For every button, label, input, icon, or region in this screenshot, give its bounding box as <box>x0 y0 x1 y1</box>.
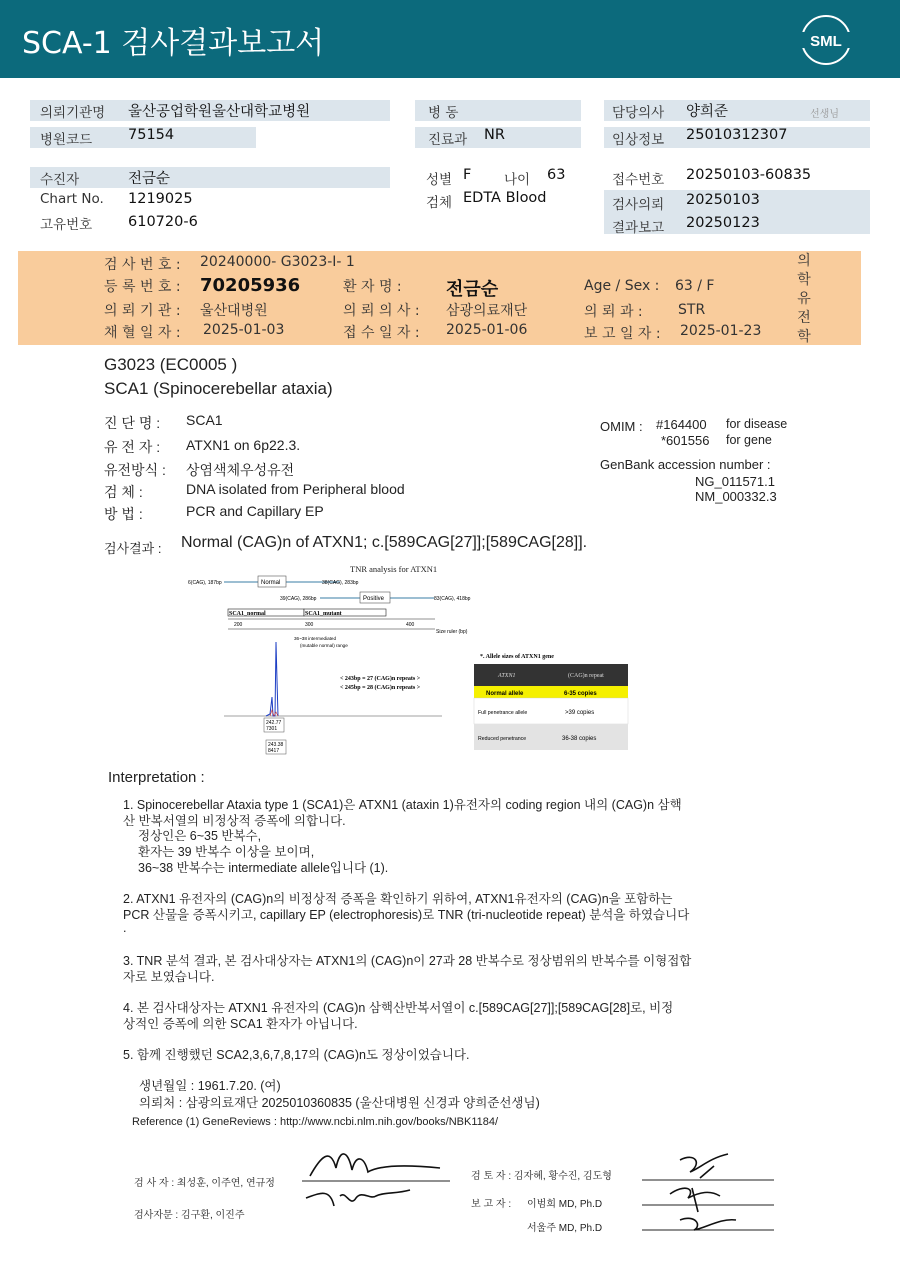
rep-label: 보 고 일 자 : <box>584 326 661 342</box>
row-normal-value: 6-35 copies <box>564 691 597 697</box>
age-value: 63 <box>547 167 566 183</box>
omim2-note: for gene <box>726 433 772 447</box>
tester-signature <box>300 1138 460 1228</box>
size-ruler-label: Size ruler (bp) <box>436 629 468 635</box>
client-line: 의뢰처 : 삼광의료재단 2025010360835 (울산대병원 신경과 양희준선생님) <box>139 1096 540 1110</box>
band-side-text: 의 학 유 전 학 <box>797 253 811 345</box>
genbank1: NG_011571.1 <box>695 474 775 489</box>
sex-value: F <box>463 167 472 183</box>
interp-line-7: PCR 산물을 증폭시키고, capillary EP (electrophoresis)로 TNR (tri-nucleotide repeat) 분석을 하였습니다 <box>123 908 690 922</box>
clinical-value: 25010312307 <box>686 127 788 143</box>
result-label: 검사결과 : <box>104 541 162 556</box>
omim2: *601556 <box>661 433 710 448</box>
table-title: *. Allele sizes of ATXN1 gene <box>480 654 554 660</box>
electropherogram-peaks <box>266 642 278 716</box>
receipt-value: 20250103-60835 <box>686 167 812 183</box>
report-value: 20250123 <box>686 215 760 231</box>
interp-line-3: 정상인은 6~35 반복수, <box>138 829 262 843</box>
dob-line: 생년월일 : 1961.7.20. (여) <box>139 1079 281 1093</box>
interp-line-2: 산 반복서열의 비정상적 증폭에 의합니다. <box>123 814 346 828</box>
page-title: SCA-1 검사결과보고서 <box>22 26 325 61</box>
test-no-value: 20240000- G3023-I- 1 <box>200 254 355 270</box>
reporter-label: 보 고 자 : <box>471 1199 512 1210</box>
genbank2: NM_000332.3 <box>695 489 777 504</box>
interp-line-10: 자로 보였습니다. <box>123 970 215 984</box>
left2-label: 39(CAG), 286bp <box>280 596 317 602</box>
row-reduced-label: Reduced penetrance <box>478 736 527 742</box>
inherit-value: 상염색체우성유전 <box>186 462 295 478</box>
normal-label: Normal <box>261 580 281 586</box>
repeat-label-1: < 243bp = 27 (CAG)n repeats > <box>340 676 421 682</box>
recv-value: 2025-01-06 <box>446 322 528 338</box>
table-head-repeat: (CAG)n repeat <box>568 673 604 679</box>
method-label: 방 법 : <box>104 506 143 522</box>
clinical-label: 임상정보 <box>612 132 665 148</box>
dept-value: NR <box>484 127 505 143</box>
omim-label: OMIM : <box>600 419 643 434</box>
uid-value: 610720-6 <box>128 214 198 230</box>
tnr-figure <box>180 562 640 762</box>
reqdoc-label: 의 뢰 의 사 : <box>343 303 420 319</box>
code-label: 병원코드 <box>40 132 93 148</box>
reporter-2: 서울주 MD, Ph.D <box>527 1223 603 1234</box>
peak1-height: 7301 <box>266 726 278 732</box>
reqdoc-value: 삼광의료재단 <box>446 303 528 319</box>
interp-line-9: 3. TNR 분석 결과, 본 검사대상자는 ATXN1의 (CAG)n이 27과 28 반복수로 정상범위의 반복수를 이형접합 <box>123 954 692 968</box>
age-label: 나이 <box>504 172 531 188</box>
test-code: G3023 (EC0005 ) <box>104 355 238 374</box>
right2-label: 83(CAG), 418bp <box>434 596 471 602</box>
receipt-label: 접수번호 <box>612 172 665 188</box>
genbank-label: GenBank accession number : <box>600 457 771 472</box>
doctor-label: 담당의사 <box>612 105 665 121</box>
row-full-label: Full penetrance allele <box>478 710 528 716</box>
recv-label: 접 수 일 자 : <box>343 325 420 341</box>
diag-value: SCA1 <box>186 412 223 428</box>
uid-label: 고유번호 <box>40 217 93 233</box>
pname-value: 전금순 <box>446 279 499 300</box>
positive-label: Positive <box>363 596 385 602</box>
reqdept-value: STR <box>678 302 706 318</box>
inherit-label: 유전방식 : <box>104 462 166 478</box>
advisors-line: 검사자문 : 김구환, 이진주 <box>134 1210 245 1221</box>
gene-label: 유 전 자 : <box>104 439 161 455</box>
testers-line: 검 사 자 : 최성훈, 이주연, 연규정 <box>134 1178 275 1189</box>
reg-label: 등 록 번 호 : <box>104 279 181 295</box>
sml-logo <box>800 14 852 66</box>
gene-value: ATXN1 on 6p22.3. <box>186 437 301 453</box>
tick-300: 300 <box>305 622 314 628</box>
sex-label: 성별 <box>426 172 453 188</box>
intermediate-label-1: 36~38 intermediated <box>294 636 337 641</box>
request-label: 검사의뢰 <box>612 197 665 213</box>
omim1-note: for disease <box>726 417 788 431</box>
agesex-value: 63 / F <box>675 278 715 294</box>
patient-label: 수진자 <box>40 172 80 188</box>
logo-text: SML <box>810 33 842 50</box>
report-label: 결과보고 <box>612 220 665 236</box>
hospital-value: 울산공업학원울산대학교병원 <box>128 104 311 120</box>
interp-line-4: 환자는 39 반복수 이상을 보이며, <box>138 845 315 859</box>
spec-value: DNA isolated from Peripheral blood <box>186 481 405 497</box>
reviewer-signature <box>640 1148 780 1240</box>
request-value: 20250103 <box>686 192 760 208</box>
reg-value: 70205936 <box>200 275 301 296</box>
reqdept-label: 의 뢰 과 : <box>584 304 643 320</box>
reporter-1: 이범희 MD, Ph.D <box>527 1199 603 1210</box>
code-value: 75154 <box>128 127 175 143</box>
interp-line-12: 상적인 증폭에 의한 SCA1 환자가 아닙니다. <box>123 1017 358 1031</box>
reference-line: Reference (1) GeneReviews : http://www.ncbi.nlm.nih.gov/books/NBK1184/ <box>132 1116 499 1128</box>
interp-line-11: 4. 본 검사대상자는 ATXN1 유전자의 (CAG)n 삼핵산반복서열이 c.[589CAG[27]];[589CAG[28]로, 비정 <box>123 1001 674 1015</box>
ward-label: 병 동 <box>428 105 459 121</box>
result-value: Normal (CAG)n of ATXN1; c.[589CAG[27]];[589CAG[28]]. <box>181 534 588 551</box>
hospital-label: 의뢰기관명 <box>40 105 106 121</box>
interp-title: Interpretation : <box>108 769 205 786</box>
tick-200: 200 <box>234 622 243 628</box>
chart-value: 1219025 <box>128 191 193 207</box>
inst-value: 울산대병원 <box>200 303 268 319</box>
omim1: #164400 <box>656 417 707 432</box>
doctor-value: 양희준 <box>686 104 729 120</box>
sca-normal-label: SCA1_normal <box>229 611 266 617</box>
interp-line-1: 1. Spinocerebellar Ataxia type 1 (SCA1)은 ATXN1 (ataxin 1)유전자의 coding region 내의 (CAG)n 삼핵 <box>123 798 682 812</box>
table-head-gene: ATXN1 <box>498 673 516 679</box>
reviewers-line: 검 토 자 : 김자혜, 황수진, 김도형 <box>471 1171 612 1182</box>
agesex-label: Age / Sex : <box>584 278 660 294</box>
sca-mutant-label: SCA1_mutant <box>305 611 342 617</box>
inst-label: 의 뢰 기 관 : <box>104 303 181 319</box>
intermediate-label-2: (mutable normal) range <box>300 643 348 648</box>
interp-line-5: 36~38 반복수는 intermediate allele입니다 (1). <box>138 861 389 875</box>
interp-line-13: 5. 함께 진행했던 SCA2,3,6,7,8,17의 (CAG)n도 정상이었습니다. <box>123 1048 470 1062</box>
doctor-suffix: 선생님 <box>810 109 839 120</box>
left1-label: 6(CAG), 187bp <box>188 580 222 586</box>
pname-label: 환 자 명 : <box>343 279 402 295</box>
test-name: SCA1 (Spinocerebellar ataxia) <box>104 379 333 398</box>
interp-line-8: . <box>123 921 127 935</box>
peak1-size: 242.77 <box>266 720 282 726</box>
repeat-label-2: < 245bp = 28 (CAG)n repeats > <box>340 685 421 691</box>
right1-label: 38(CAG), 283bp <box>322 580 359 586</box>
peak2-size: 243.38 <box>268 742 284 748</box>
rep-value: 2025-01-23 <box>680 323 762 339</box>
specimen-label: 검체 <box>426 195 453 211</box>
row-reduced-value: 36-38 copies <box>562 736 597 742</box>
test-no-label: 검 사 번 호 : <box>104 257 181 273</box>
tick-400: 400 <box>406 622 415 628</box>
coll-value: 2025-01-03 <box>203 322 285 338</box>
spec-label: 검 체 : <box>104 484 143 500</box>
patient-value: 전금순 <box>128 171 171 187</box>
dept-label: 진료과 <box>428 132 468 148</box>
specimen-value: EDTA Blood <box>463 190 547 206</box>
interp-line-6: 2. ATXN1 유전자의 (CAG)n의 비정상적 증폭을 확인하기 위하여, ATXN1유전자의 (CAG)n을 포함하는 <box>123 892 673 906</box>
diag-label: 진 단 명 : <box>104 415 161 431</box>
method-value: PCR and Capillary EP <box>186 503 324 519</box>
row-full-value: >39 copies <box>565 710 595 716</box>
info-bar-patient <box>30 167 390 188</box>
figure-title: TNR analysis for ATXN1 <box>350 564 438 574</box>
coll-label: 채 혈 일 자 : <box>104 325 181 341</box>
peak2-height: 8417 <box>268 748 280 754</box>
chart-label: Chart No. <box>40 191 104 207</box>
row-normal-label: Normal allele <box>486 691 524 697</box>
